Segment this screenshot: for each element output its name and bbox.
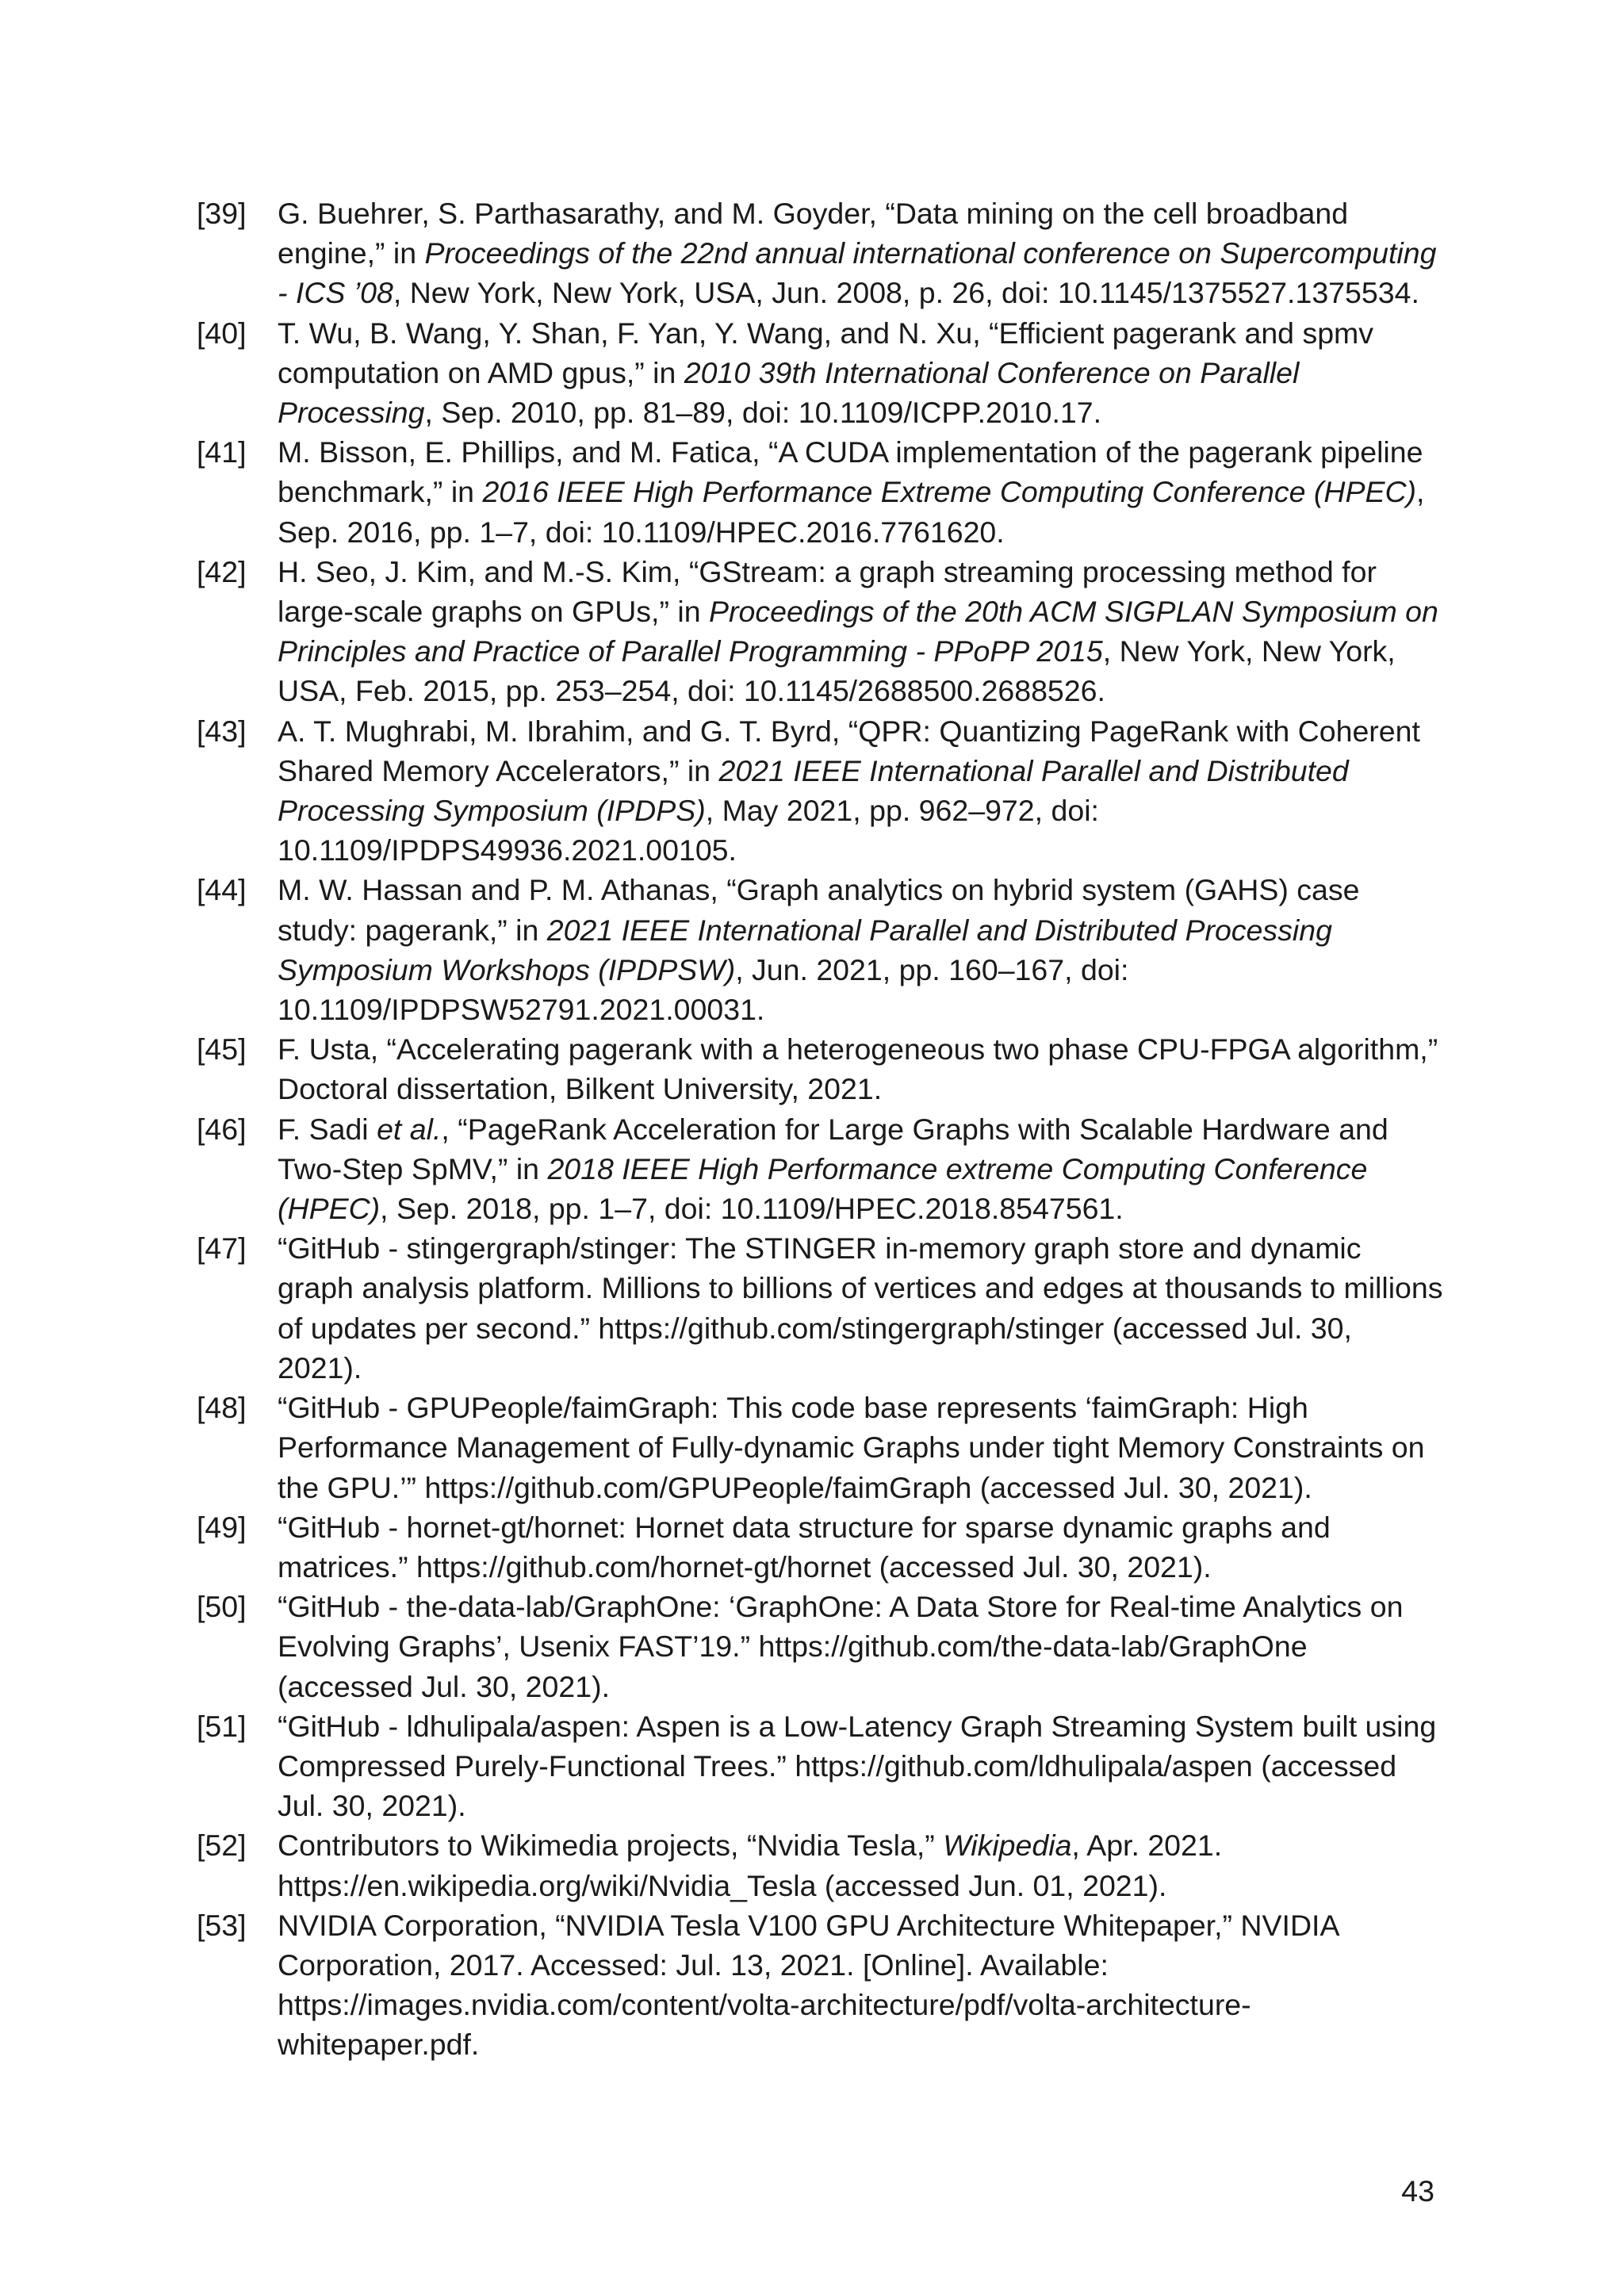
reference-number: [46] — [197, 1112, 247, 1146]
reference-item — [197, 1825, 1450, 1905]
reference-item — [197, 1388, 1450, 1507]
reference-text-part: “GitHub - hornet-gt/hornet: Hornet data structure for sparse dynamic graphs and matrices.” https://github.com/hornet-gt/hornet (accessed Jul. 30, 2021). — [278, 1510, 1331, 1584]
reference-text-part: , New York, New York, USA, Feb. 2015, pp. 253–254, doi: 10.1145/2688500.2688526. — [278, 634, 1396, 708]
reference-text-part: , Apr. 2021. https://en.wikipedia.org/wiki/Nvidia_Tesla (accessed Jun. 01, 2021). — [278, 1829, 1223, 1902]
reference-item — [197, 313, 1450, 433]
reference-text-part: M. Bisson, E. Phillips, and M. Fatica, “A CUDA implementation of the pagerank pipeline benchmark,” in — [278, 435, 1423, 509]
reference-text-part: , Sep. 2010, pp. 81–89, doi: 10.1109/ICPP.2010.17. — [424, 396, 1101, 430]
reference-text-part: F. Usta, “Accelerating pagerank with a heterogeneous two phase CPU-FPGA algorithm,” Doctoral dissertation, Bilkent University, 2021. — [278, 1032, 1438, 1106]
reference-number: [53] — [197, 1908, 247, 1942]
reference-text — [278, 552, 1443, 711]
reference-text — [278, 711, 1443, 871]
reference-text — [278, 1507, 1443, 1587]
reference-venue: 2010 39th International Conference on Parallel Processing — [278, 355, 1300, 430]
reference-number: [42] — [197, 554, 247, 588]
reference-number: [47] — [197, 1231, 247, 1266]
reference-text — [278, 1706, 1443, 1826]
reference-item — [197, 432, 1450, 552]
reference-item — [197, 1029, 1450, 1109]
reference-list — [197, 193, 1450, 2065]
reference-text — [278, 1825, 1443, 1905]
reference-text-part: “GitHub - stingergraph/stinger: The STINGER in-memory graph store and dynamic graph analysis platform. Millions to billions of vertices and edges at thousands to millions of updates per second.” https://github.com/stingergraph/stinger (accessed Jul. 30, 2021). — [278, 1231, 1443, 1384]
reference-number: [50] — [197, 1590, 247, 1624]
reference-text-part: A. T. Mughrabi, M. Ibrahim, and G. T. Byrd, “QPR: Quantizing PageRank with Coherent Shared Memory Accelerators,” in — [278, 714, 1420, 787]
reference-text-part: , May 2021, pp. 962–972, doi: 10.1109/IPDPS49936.2021.00105. — [278, 794, 1099, 867]
reference-text-part: , “PageRank Acceleration for Large Graphs with Scalable Hardware and Two-Step SpMV,” in — [278, 1112, 1388, 1185]
reference-item — [197, 1587, 1450, 1706]
reference-text-part: , Jun. 2021, pp. 160–167, doi: 10.1109/IPDPSW52791.2021.00031. — [278, 952, 1129, 1027]
reference-text-part: Contributors to Wikimedia projects, “Nvidia Tesla,” — [278, 1829, 944, 1863]
reference-text — [278, 1905, 1443, 2065]
reference-text — [278, 1029, 1443, 1109]
reference-number: [44] — [197, 873, 247, 907]
reference-number: [48] — [197, 1391, 247, 1425]
reference-number: [39] — [197, 197, 247, 230]
reference-text-part: , Sep. 2016, pp. 1–7, doi: 10.1109/HPEC.2016.7761620. — [278, 475, 1425, 549]
reference-text-part: , New York, New York, USA, Jun. 2008, p. 26, doi: 10.1145/1375527.1375534. — [393, 276, 1419, 310]
reference-text-part: G. Buehrer, S. Parthasarathy, and M. Goyder, “Data mining on the cell broadband engine,” in — [278, 197, 1349, 270]
reference-text-part: “GitHub - the-data-lab/GraphOne: ‘GraphOne: A Data Store for Real-time Analytics on Evolving Graphs’, Usenix FAST’19.” https://github.com/the-data-lab/GraphOne (accessed Jul. 30, 2021). — [278, 1590, 1404, 1703]
reference-number: [49] — [197, 1510, 247, 1544]
reference-venue: Proceedings of the 20th ACM SIGPLAN Symposium on Principles and Practice of Parallel Programming - PPoPP 2015 — [278, 595, 1438, 668]
reference-text-part: H. Seo, J. Kim, and M.-S. Kim, “GStream: a graph streaming processing method for large-scale graphs on GPUs,” in — [278, 554, 1377, 629]
reference-venue: 2021 IEEE International Parallel and Distributed Processing Symposium Workshops (IPDPSW) — [278, 913, 1332, 986]
reference-text-part: “GitHub - GPUPeople/faimGraph: This code base represents ‘faimGraph: High Performance Management of Fully-dynamic Graphs under tight Memory Constraints on the GPU.’” https://github.com/GPUPeople/faimGraph (accessed Jul. 30, 2021). — [278, 1391, 1425, 1504]
reference-item — [197, 870, 1450, 1029]
reference-number: [52] — [197, 1829, 247, 1863]
reference-text — [278, 1109, 1443, 1229]
reference-text-part: , Sep. 2018, pp. 1–7, doi: 10.1109/HPEC.2018.8547561. — [380, 1192, 1124, 1226]
reference-number: [43] — [197, 714, 247, 748]
reference-item — [197, 193, 1450, 313]
reference-venue: 2018 IEEE High Performance extreme Computing Conference (HPEC) — [278, 1151, 1368, 1226]
reference-number: [45] — [197, 1032, 247, 1067]
reference-item — [197, 1228, 1450, 1388]
reference-text — [278, 870, 1443, 1029]
reference-number: [41] — [197, 435, 247, 469]
reference-item — [197, 1109, 1450, 1229]
reference-text — [278, 313, 1443, 433]
reference-venue: 2016 IEEE High Performance Extreme Computing Conference (HPEC) — [482, 475, 1417, 509]
reference-text — [278, 432, 1443, 552]
reference-number: [40] — [197, 316, 247, 350]
reference-text-part: NVIDIA Corporation, “NVIDIA Tesla V100 GPU Architecture Whitepaper,” NVIDIA Corporation, 2017. Accessed: Jul. 13, 2021. [Online]. Available: https://images.nvidia.com/content/volta-architecture/pdf/volta-architecture-whitepaper.pdf. — [278, 1908, 1339, 2062]
reference-text — [278, 1587, 1443, 1706]
reference-number: [51] — [197, 1709, 247, 1743]
reference-text-part: M. W. Hassan and P. M. Athanas, “Graph analytics on hybrid system (GAHS) case study: pagerank,” in — [278, 873, 1360, 947]
reference-item — [197, 1507, 1450, 1587]
reference-item — [197, 711, 1450, 871]
reference-text-part: “GitHub - ldhulipala/aspen: Aspen is a Low-Latency Graph Streaming System built using Compressed Purely-Functional Trees.” https://github.com/ldhulipala/aspen (accessed Jul. 30, 2021). — [278, 1709, 1437, 1823]
reference-venue: Wikipedia — [943, 1829, 1072, 1863]
reference-venue: 2021 IEEE International Parallel and Distributed Processing Symposium (IPDPS) — [278, 753, 1349, 828]
reference-text-part: F. Sadi — [278, 1112, 377, 1146]
reference-item — [197, 1706, 1450, 1826]
reference-text-part: T. Wu, B. Wang, Y. Shan, F. Yan, Y. Wang, and N. Xu, “Efficient pagerank and spmv computation on AMD gpus,” in — [278, 316, 1374, 389]
page-number: 43 — [1401, 2174, 1434, 2208]
reference-text — [278, 1228, 1443, 1388]
reference-text — [278, 193, 1443, 313]
reference-text — [278, 1388, 1443, 1507]
reference-et-al: et al. — [377, 1112, 442, 1146]
reference-item — [197, 552, 1450, 711]
reference-venue: Proceedings of the 22nd annual international conference on Supercomputing - ICS ’08 — [278, 236, 1437, 310]
reference-item — [197, 1905, 1450, 2065]
